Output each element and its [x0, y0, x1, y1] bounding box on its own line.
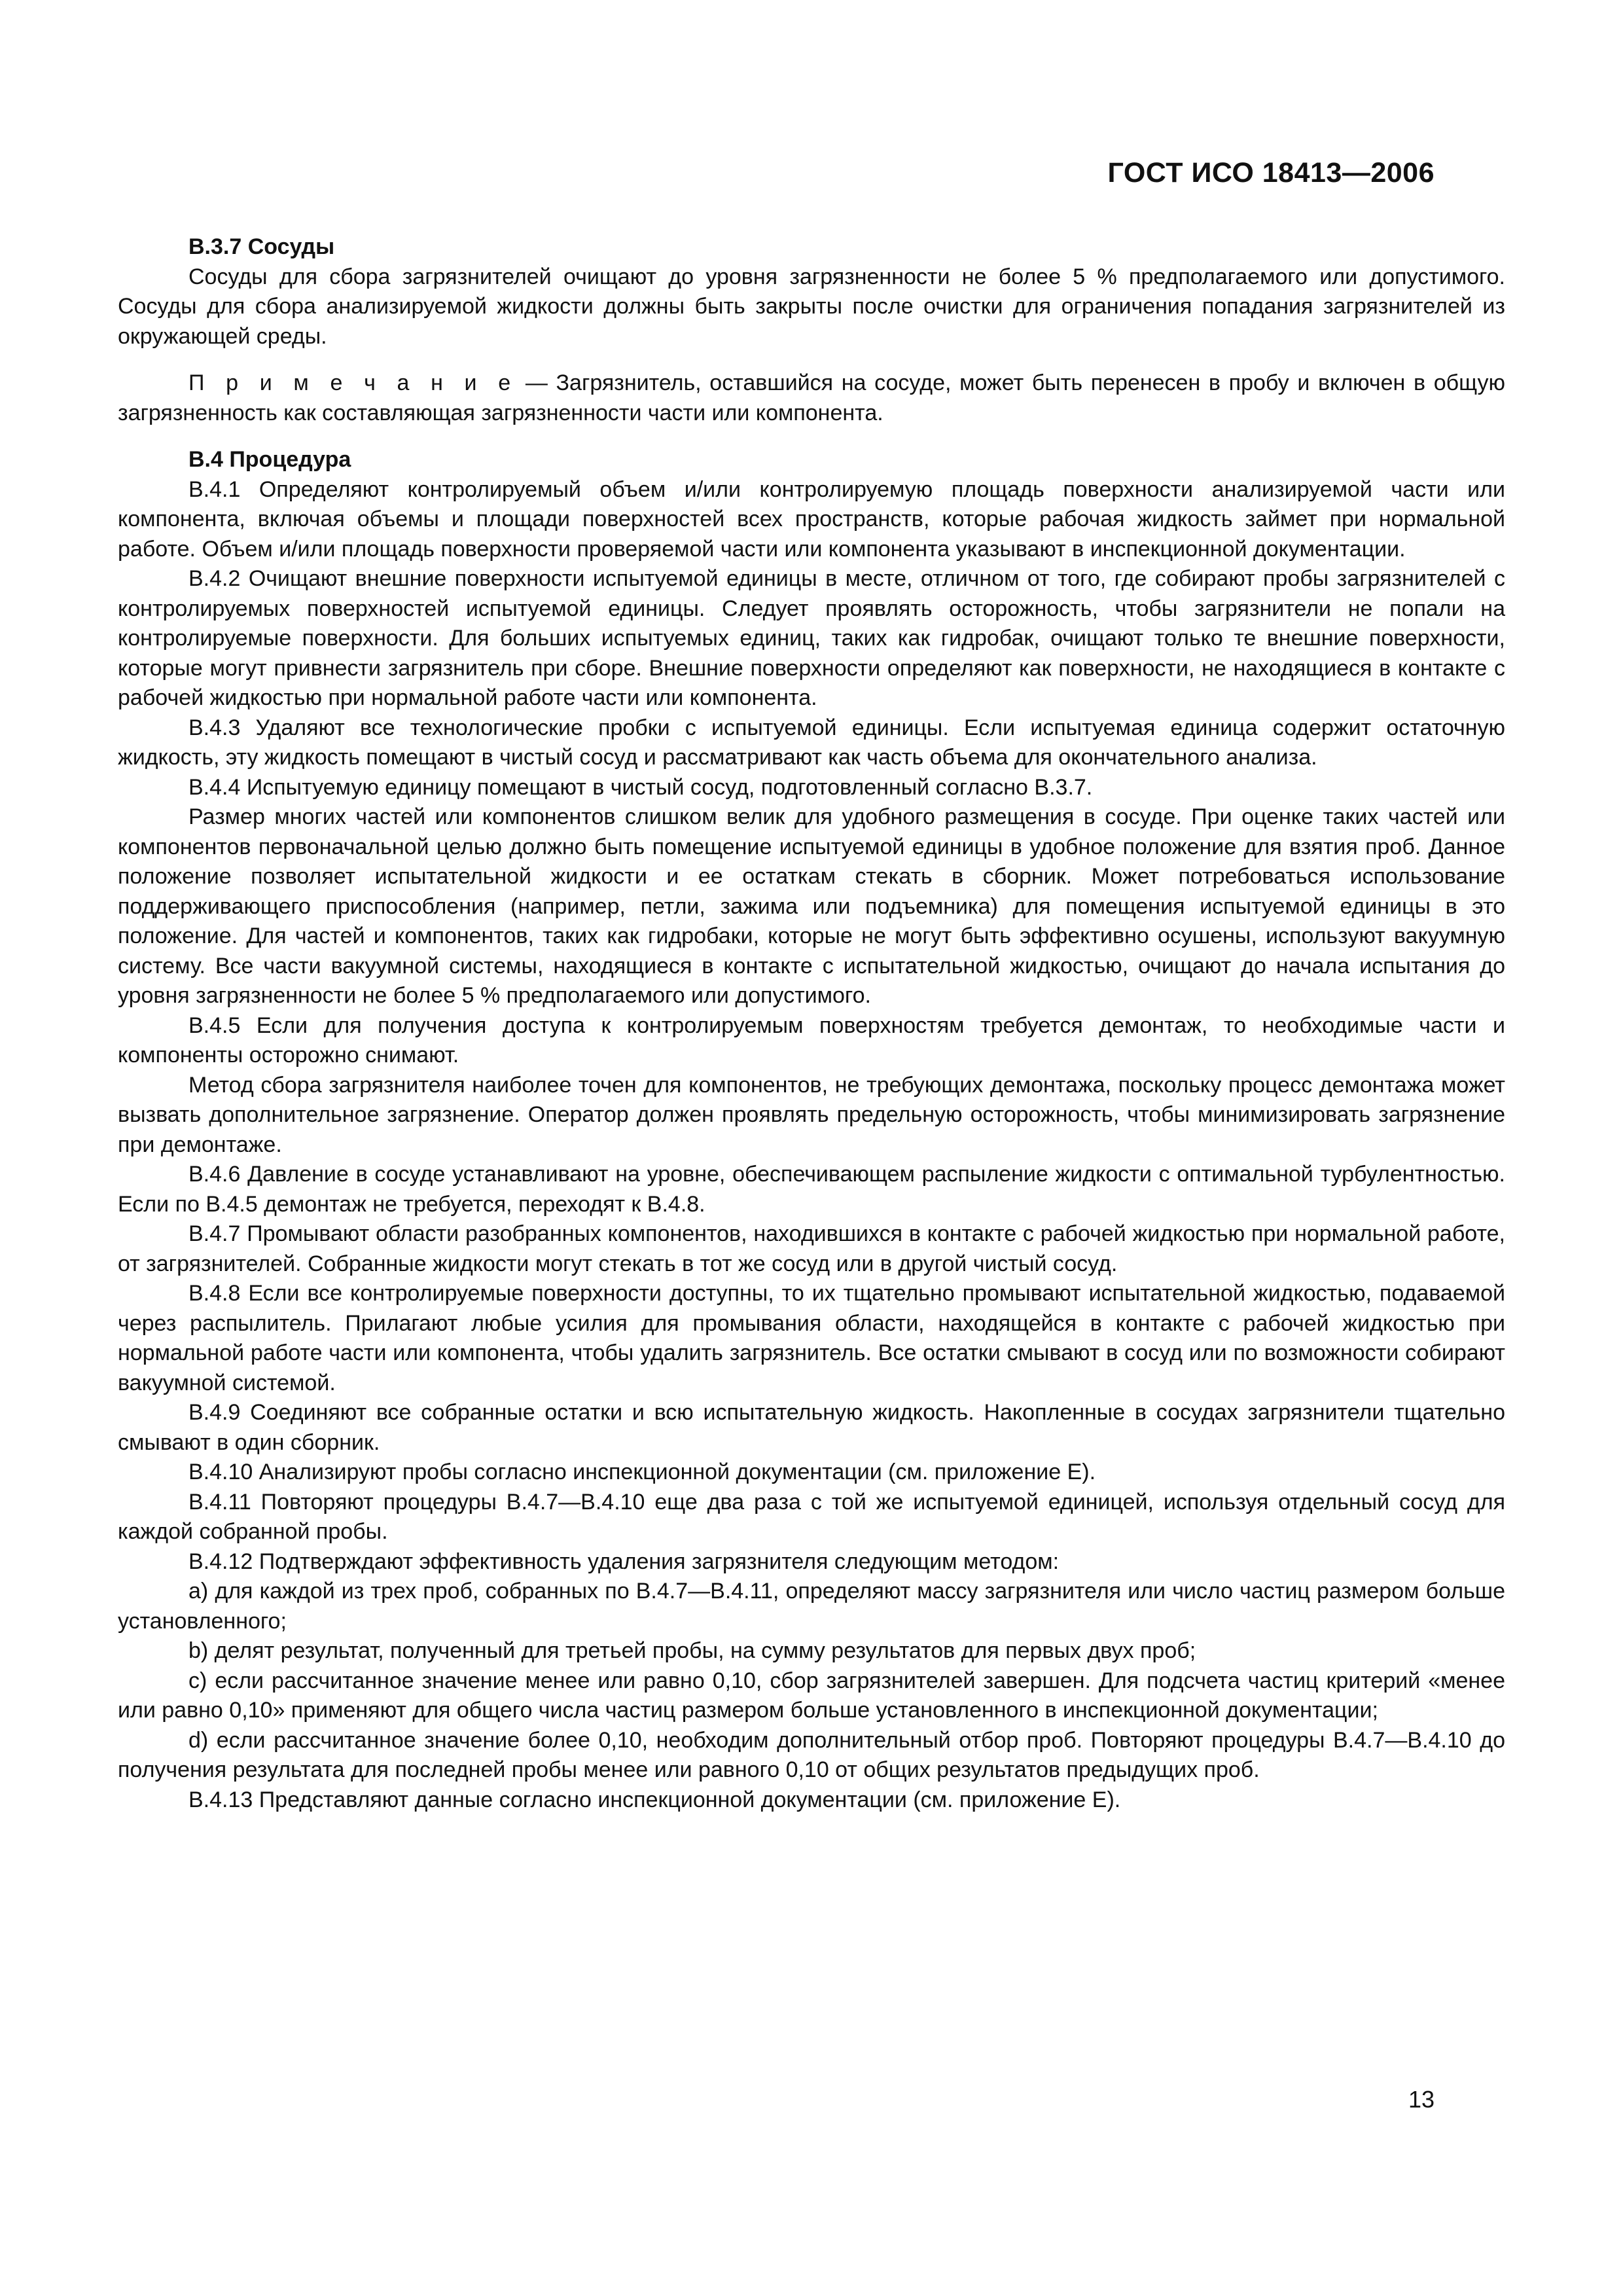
list-item-c: c) если рассчитанное значение менее или равно 0,10, сбор загрязнителей завершен. Для подсчета частиц критерий «менее или равно 0,10» применяют для общего числа частиц размером больше установленного в инспекционной документации;	[118, 1668, 1505, 1723]
page-number: 13	[1408, 2086, 1435, 2113]
note-text: — Загрязнитель, оставшийся на сосуде, может быть перенесен в пробу и включен в общую загрязненность как составляющая загрязненности части или компонента.	[118, 370, 1505, 425]
list-item-d: d) если рассчитанное значение более 0,10, необходим дополнительный отбор проб. Повторяют процедуры B.4.7—B.4.10 до получения результата для последней пробы менее или равного 0,10 от общих результатов предыдущих проб.	[118, 1727, 1505, 1782]
paragraph-b47: B.4.7 Промывают области разобранных компонентов, находившихся в контакте с рабочей жидкостью при нормальной работе, от загрязнителей. Собранные жидкости могут стекать в тот же сосуд или в другой чистый сосуд.	[118, 1221, 1505, 1276]
list-item-b: b) делят результат, полученный для третьей пробы, на сумму результатов для первых двух проб;	[188, 1638, 1196, 1663]
document-body	[118, 232, 1505, 1815]
paragraph-b43: B.4.3 Удаляют все технологические пробки с испытуемой единицы. Если испытуемая единица содержит остаточную жидкость, эту жидкость помещают в чистый сосуд и рассматривают как часть объема для окончательного анализа.	[118, 715, 1505, 770]
paragraph-b412: B.4.12 Подтверждают эффективность удаления загрязнителя следующим методом:	[188, 1549, 1060, 1574]
paragraph-b44: B.4.4 Испытуемую единицу помещают в чистый сосуд, подготовленный согласно B.3.7.	[188, 774, 1093, 800]
paragraph-b48: B.4.8 Если все контролируемые поверхности доступны, то их тщательно промывают испытательной жидкостью, подаваемой через распылитель. Прилагают любые усилия для промывания области, находящейся в контакте с рабочей жидкостью при нормальной работе части или компонента, чтобы удалить загрязнитель. Все остатки смывают в сосуд или по возможности собирают вакуумной системой.	[118, 1281, 1505, 1395]
note-label: П р и м е ч а н и е	[188, 370, 518, 395]
paragraph-b37: Сосуды для сбора загрязнителей очищают до уровня загрязненности не более 5 % предполагаемого или допустимого. Сосуды для сбора анализируемой жидкости должны быть закрыты после очистки для ограничения попадания загрязнителей из окружающей среды.	[118, 264, 1505, 349]
paragraph-b45-cont: Метод сбора загрязнителя наиболее точен для компонентов, не требующих демонтажа, поскольку процесс демонтажа может вызвать дополнительное загрязнение. Оператор должен проявлять предельную осторожность, чтобы минимизировать загрязнение при демонтаже.	[118, 1072, 1505, 1157]
paragraph-b45: B.4.5 Если для получения доступа к контролируемым поверхностям требуется демонтаж, то необходимые части и компоненты осторожно снимают.	[118, 1013, 1505, 1067]
paragraph-b413: B.4.13 Представляют данные согласно инспекционной документации (см. приложение E).	[188, 1787, 1121, 1812]
section-heading-b37: B.3.7 Сосуды	[188, 234, 335, 259]
paragraph-b44-cont: Размер многих частей или компонентов слишком велик для удобного размещения в сосуде. При оценке таких частей или компонентов первоначальной целью должно быть помещение испытуемой единицы в удобное положение для взятия проб. Данное положение позволяет испытательной жидкости и ее остаткам стекать в сборник. Может потребоваться использование поддерживающего приспособления (например, петли, зажима или подъемника) для помещения испытуемой единицы в это положение. Для частей и компонентов, таких как гидробаки, которые не могут быть эффективно осушены, используют вакуумную систему. Все части вакуумной системы, находящиеся в контакте с испытательной жидкостью, очищают до начала испытания до уровня загрязненности не более 5 % предполагаемого или допустимого.	[118, 804, 1505, 1008]
paragraph-b42: B.4.2 Очищают внешние поверхности испытуемой единицы в месте, отличном от того, где собирают пробы загрязнителей с контролируемых поверхностей испытуемой единицы. Следует проявлять осторожность, чтобы загрязнители не попали на контролируемые поверхности. Для больших испытуемых единиц, таких как гидробак, очищают только те внешние поверхности, которые могут привнести загрязнитель при сборе. Внешние поверхности определяют как поверхности, не находящиеся в контакте с рабочей жидкостью при нормальной работе части или компонента.	[118, 566, 1505, 710]
paragraph-b411: B.4.11 Повторяют процедуры B.4.7—B.4.10 еще два раза с той же испытуемой единицей, используя отдельный сосуд для каждой собранной пробы.	[118, 1489, 1505, 1544]
note-paragraph	[118, 368, 1505, 428]
section-heading-b4: B.4 Процедура	[188, 447, 351, 472]
document-header: ГОСТ ИСО 18413—2006	[1107, 157, 1435, 188]
paragraph-b46: B.4.6 Давление в сосуде устанавливают на уровне, обеспечивающем распыление жидкости с оптимальной турбулентностью. Если по B.4.5 демонтаж не требуется, переходят к B.4.8.	[118, 1162, 1505, 1217]
paragraph-b410: B.4.10 Анализируют пробы согласно инспекционной документации (см. приложение E).	[188, 1460, 1096, 1484]
paragraph-b41: B.4.1 Определяют контролируемый объем и/или контролируемую площадь поверхности анализируемой части или компонента, включая объемы и площади поверхностей всех пространств, которые рабочая жидкость займет при нормальной работе. Объем и/или площадь поверхности проверяемой части или компонента указывают в инспекционной документации.	[118, 476, 1505, 562]
list-item-a: a) для каждой из трех проб, собранных по B.4.7—B.4.11, определяют массу загрязнителя или число частиц размером больше установленного;	[118, 1579, 1505, 1634]
paragraph-b49: B.4.9 Соединяют все собранные остатки и всю испытательную жидкость. Накопленные в сосудах загрязнители тщательно смывают в один сборник.	[118, 1400, 1505, 1455]
